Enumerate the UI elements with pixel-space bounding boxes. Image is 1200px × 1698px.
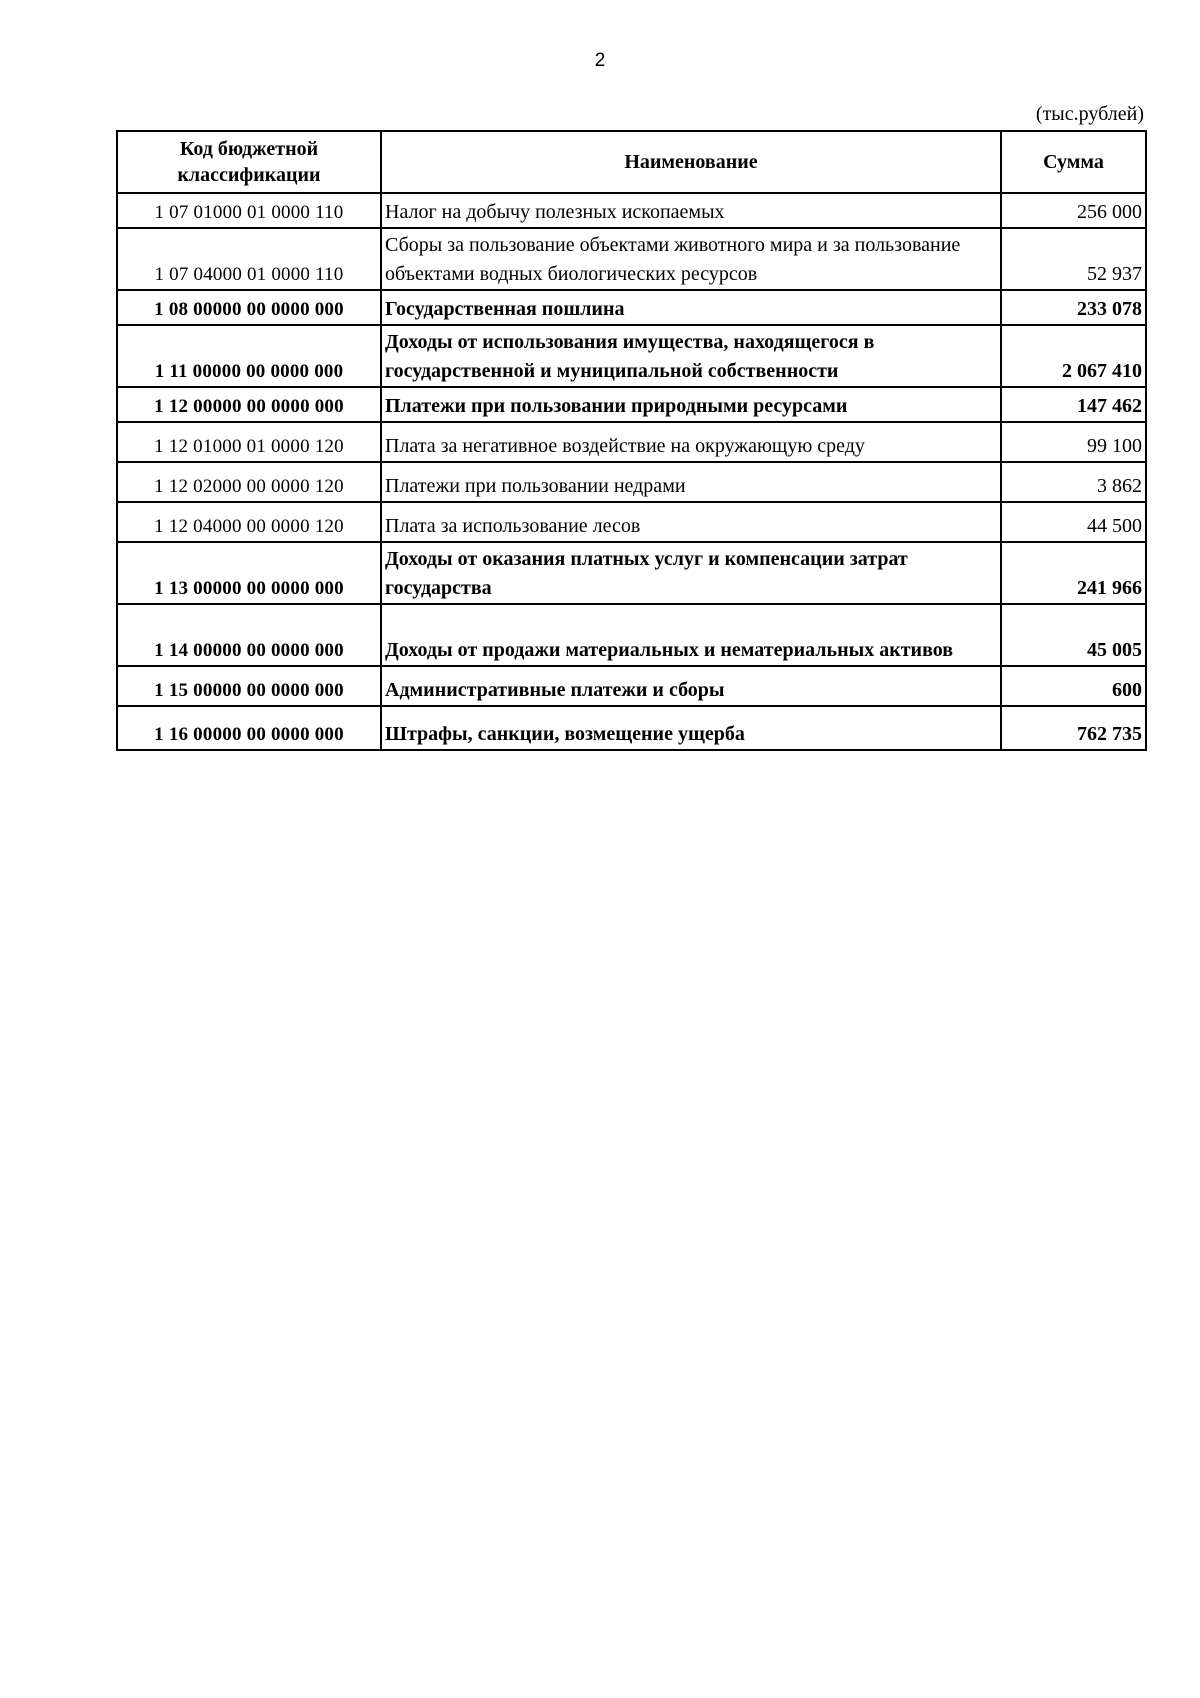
budget-revenue-table bbox=[116, 130, 1147, 751]
row-name: Штрафы, санкции, возмещение ущерба bbox=[381, 706, 1001, 750]
row-sum: 45 005 bbox=[1001, 604, 1146, 666]
table-row bbox=[117, 290, 1146, 325]
row-code: 1 12 01000 01 0000 120 bbox=[117, 422, 381, 462]
table-row bbox=[117, 706, 1146, 750]
table-row bbox=[117, 387, 1146, 422]
row-name: Государственная пошлина bbox=[381, 290, 1001, 325]
row-sum: 44 500 bbox=[1001, 502, 1146, 542]
row-name: Налог на добычу полезных ископаемых bbox=[381, 193, 1001, 228]
row-name: Сборы за пользование объектами животного мира и за пользование объектами водных биологических ресурсов bbox=[381, 228, 1001, 290]
row-name: Доходы от продажи материальных и нематериальных активов bbox=[381, 604, 1001, 666]
row-code: 1 12 04000 00 0000 120 bbox=[117, 502, 381, 542]
table-header-row bbox=[117, 131, 1146, 193]
table-row bbox=[117, 228, 1146, 290]
row-name: Доходы от использования имущества, находящегося в государственной и муниципальной собственности bbox=[381, 325, 1001, 387]
row-sum: 233 078 bbox=[1001, 290, 1146, 325]
row-code: 1 16 00000 00 0000 000 bbox=[117, 706, 381, 750]
header-code: Код бюджетной классификации bbox=[117, 131, 381, 193]
row-code: 1 08 00000 00 0000 000 bbox=[117, 290, 381, 325]
row-code: 1 13 00000 00 0000 000 bbox=[117, 542, 381, 604]
row-sum: 52 937 bbox=[1001, 228, 1146, 290]
row-name: Доходы от оказания платных услуг и компенсации затрат государства bbox=[381, 542, 1001, 604]
row-sum: 99 100 bbox=[1001, 422, 1146, 462]
row-name: Административные платежи и сборы bbox=[381, 666, 1001, 706]
row-sum: 241 966 bbox=[1001, 542, 1146, 604]
row-code: 1 07 01000 01 0000 110 bbox=[117, 193, 381, 228]
table-row bbox=[117, 666, 1146, 706]
header-sum: Сумма bbox=[1001, 131, 1146, 193]
row-sum: 256 000 bbox=[1001, 193, 1146, 228]
row-name: Платежи при пользовании недрами bbox=[381, 462, 1001, 502]
row-sum: 600 bbox=[1001, 666, 1146, 706]
row-name: Плата за использование лесов bbox=[381, 502, 1001, 542]
row-code: 1 07 04000 01 0000 110 bbox=[117, 228, 381, 290]
header-name: Наименование bbox=[381, 131, 1001, 193]
row-code: 1 15 00000 00 0000 000 bbox=[117, 666, 381, 706]
table-row bbox=[117, 502, 1146, 542]
table-row bbox=[117, 542, 1146, 604]
page-number: 2 bbox=[594, 50, 606, 71]
row-sum: 147 462 bbox=[1001, 387, 1146, 422]
units-label: (тыс.рублей) bbox=[1035, 103, 1144, 125]
table-row bbox=[117, 462, 1146, 502]
row-code: 1 12 00000 00 0000 000 bbox=[117, 387, 381, 422]
row-sum: 3 862 bbox=[1001, 462, 1146, 502]
table-row bbox=[117, 604, 1146, 666]
row-name: Плата за негативное воздействие на окружающую среду bbox=[381, 422, 1001, 462]
row-name: Платежи при пользовании природными ресурсами bbox=[381, 387, 1001, 422]
row-sum: 762 735 bbox=[1001, 706, 1146, 750]
row-code: 1 11 00000 00 0000 000 bbox=[117, 325, 381, 387]
row-code: 1 14 00000 00 0000 000 bbox=[117, 604, 381, 666]
table-row bbox=[117, 325, 1146, 387]
row-sum: 2 067 410 bbox=[1001, 325, 1146, 387]
row-code: 1 12 02000 00 0000 120 bbox=[117, 462, 381, 502]
table-row bbox=[117, 193, 1146, 228]
table-row bbox=[117, 422, 1146, 462]
